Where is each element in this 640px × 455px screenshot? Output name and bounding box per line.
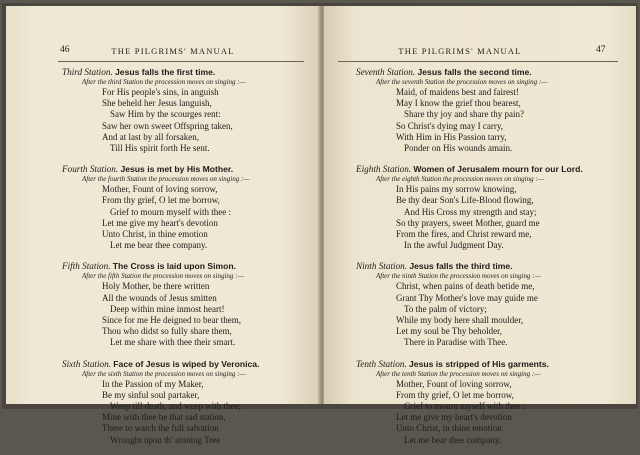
verse-line: Holy Mother, be there written xyxy=(102,281,210,292)
rubric: After the third Station the procession moves on singing :— xyxy=(82,78,246,86)
running-title: THE PILGRIMS' MANUAL xyxy=(111,46,235,56)
station-section xyxy=(356,260,632,348)
verse-line: Weep till death, and weep with thee; xyxy=(110,401,241,412)
station-label: Ninth Station. xyxy=(356,261,408,272)
running-title: THE PILGRIMS' MANUAL xyxy=(398,46,522,56)
verse-line: Till His spirit forth He sent. xyxy=(110,143,210,154)
verse-line: In the awful Judgment Day. xyxy=(404,240,504,251)
station-section xyxy=(356,163,632,251)
verse-line: And His Cross my strength and stay; xyxy=(404,206,537,217)
rubric: After the ninth Station the procession moves on singing :— xyxy=(376,272,541,281)
verse-line: In the Passion of my Maker, xyxy=(102,378,204,389)
verse-line: Since for me He deigned to bear them, xyxy=(102,315,241,326)
rubric: After the tenth Station the procession moves on singing :— xyxy=(376,369,541,378)
verse-line: Let me bear thee company. xyxy=(404,434,502,445)
verse-line: She beheld her Jesus languish, xyxy=(102,98,212,109)
verse-line: Be thy dear Son's Life-Blood flowing, xyxy=(396,195,534,206)
verse-line: Let my soul be Thy beholder, xyxy=(396,326,502,337)
station-label: Fifth Station. xyxy=(62,261,111,272)
rubric: After the sixth Station the procession moves on singing :— xyxy=(82,369,246,378)
station-section xyxy=(62,260,318,348)
station-title: Women of Jerusalem mourn for our Lord. xyxy=(413,164,583,175)
verse-line: Mine with thee be that sad station, xyxy=(102,412,226,423)
verse-line: Mother, Fount of loving sorrow, xyxy=(102,184,218,195)
verse-line: Unto Christ, in thine emotion xyxy=(396,423,502,434)
verse-line: Share thy joy and share thy pain? xyxy=(404,109,524,120)
right-page-header xyxy=(324,46,636,60)
station-heading xyxy=(356,66,632,78)
station-section xyxy=(356,358,632,446)
station-label: Eighth Station. xyxy=(356,164,412,175)
page-number: 46 xyxy=(60,45,70,55)
verse-line: From the fires, and Christ reward me, xyxy=(396,229,532,240)
rubric: After the seventh Station the procession moves on singing :— xyxy=(376,78,548,86)
rubric: After the fourth Station the procession moves on singing :— xyxy=(82,175,250,184)
station-section xyxy=(356,66,632,154)
station-heading xyxy=(356,163,632,175)
station-heading xyxy=(62,260,318,272)
verse-line: Be my sinful soul partaker, xyxy=(102,389,200,400)
verse-line: Thou who didst so fully share them, xyxy=(102,326,232,337)
verse-line: From thy grief, O let me borrow, xyxy=(102,195,220,206)
verse-line: Let me share with thee their smart. xyxy=(110,337,236,348)
verse-line: Let me bear thee company. xyxy=(110,240,208,251)
station-heading xyxy=(62,358,318,370)
station-heading xyxy=(356,260,632,272)
right-page xyxy=(324,6,636,445)
verse-line: To the palm of victory; xyxy=(404,303,487,314)
station-section xyxy=(62,358,318,446)
page-number: 47 xyxy=(596,45,606,55)
verse-line: Grant Thy Mother's love may guide me xyxy=(396,292,538,303)
open-book xyxy=(2,3,638,445)
station-label: Fourth Station. xyxy=(62,164,119,175)
station-section xyxy=(62,66,318,154)
header-rule xyxy=(58,61,304,62)
station-label: Sixth Station. xyxy=(62,358,111,369)
verse-line: While my body here shall moulder, xyxy=(396,315,524,326)
station-title: The Cross is laid upon Simon. xyxy=(112,261,236,272)
station-title: Jesus falls the first time. xyxy=(115,67,216,77)
verse-line: Saw Him by the scourges rent: xyxy=(110,109,221,120)
station-label: Tenth Station. xyxy=(356,358,407,369)
left-page-header xyxy=(6,46,320,60)
station-label: Third Station. xyxy=(62,67,113,77)
verse-line: All the wounds of Jesus smitten xyxy=(102,292,217,303)
station-title: Face of Jesus is wiped by Veronica. xyxy=(113,358,260,369)
station-label: Seventh Station. xyxy=(356,67,416,77)
header-rule xyxy=(338,61,618,62)
verse-line: So Christ's dying may I carry, xyxy=(396,120,504,131)
rubric: After the fifth Station the procession moves on singing :— xyxy=(82,272,244,281)
verse-line: Let me give my heart's devotion xyxy=(102,217,218,228)
station-section xyxy=(62,163,318,251)
verse-line: Grief to mourn myself with thee : xyxy=(404,401,525,412)
verse-line: Grief to mourn myself with thee : xyxy=(110,206,231,217)
verse-line: Wrought upon th' atoning Tree xyxy=(110,434,221,445)
right-page-content xyxy=(356,66,632,455)
verse-line: Ponder on His wounds amain. xyxy=(404,143,513,154)
station-title: Jesus is stripped of His garments. xyxy=(409,358,549,369)
verse-line: In His pains my sorrow knowing, xyxy=(396,184,517,195)
verse-line: From thy grief, O let me borrow, xyxy=(396,389,514,400)
verse-line: And at last by all forsaken, xyxy=(102,131,199,142)
verse-line: Maid, of maidens best and fairest! xyxy=(396,87,519,97)
station-heading xyxy=(356,358,632,370)
verse-line: Deep within mine inmost heart! xyxy=(110,303,225,314)
station-title: Jesus is met by His Mother. xyxy=(120,164,234,175)
station-title: Jesus falls the second time. xyxy=(417,67,532,77)
verse-line: There to watch the full salvation xyxy=(102,423,219,434)
left-page xyxy=(6,6,320,445)
station-heading xyxy=(62,66,318,78)
verse-line: Mother, Fount of loving sorrow, xyxy=(396,378,512,389)
station-title: Jesus falls the third time. xyxy=(409,261,513,272)
verse-line: Let me give my heart's devotion xyxy=(396,412,512,423)
station-heading xyxy=(62,163,318,175)
verse-line: Saw her own sweet Offspring taken, xyxy=(102,120,233,131)
verse-line: There in Paradise with Thee. xyxy=(404,337,508,348)
rubric: After the eighth Station the procession moves on singing :— xyxy=(376,175,544,184)
verse-line: Christ, when pains of death betide me, xyxy=(396,281,535,292)
left-page-content xyxy=(62,66,318,455)
verse-line: May I know the grief thou bearest, xyxy=(396,98,521,109)
verse-line: For His people's sins, in anguish xyxy=(102,87,219,97)
verse-line: So thy prayers, sweet Mother, guard me xyxy=(396,217,540,228)
verse-line: Unto Christ, in thine emotion xyxy=(102,229,208,240)
verse-line: With Him in His Passion tarry, xyxy=(396,131,507,142)
